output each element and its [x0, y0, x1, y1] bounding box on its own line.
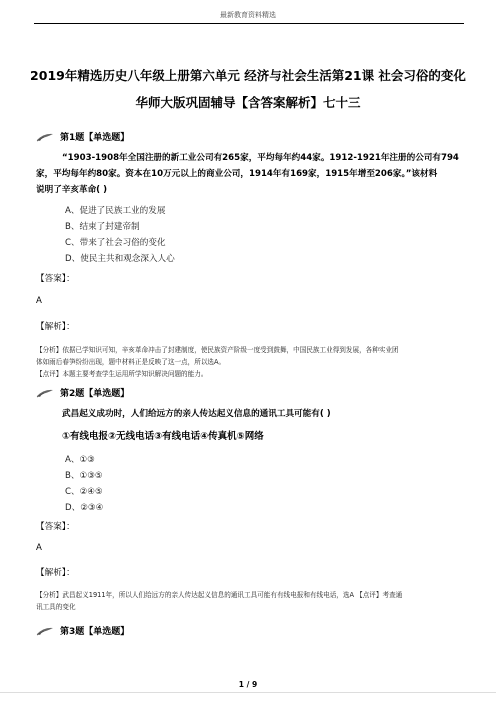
question-2-items: ①有线电报②无线电话③有线电话④传真机⑤网络: [62, 431, 264, 442]
question-2-title: 第2题【单选题】: [60, 389, 130, 399]
question-2-option-d[interactable]: D、②③④: [65, 503, 104, 513]
doc-title-line1: 2019年精选历史八年级上册第六单元 经济与社会生活第21课 社会习俗的变化: [30, 68, 466, 83]
question-1-answer-label: 【答案】：: [36, 274, 75, 284]
doc-title-line2: 华师大版巩固辅导【含答案解析】七十三: [135, 95, 361, 110]
question-1-analysis-label: 【解析】：: [36, 322, 75, 332]
quill-icon: [36, 132, 54, 142]
question-2-analysis-line1: 【分析】武昌起义1911年，所以人们给远方的亲人传达起义信息的通讯工具可能有有线电报和有线电话，选A 【点评】考查通: [36, 591, 403, 599]
question-3-heading: [36, 624, 129, 637]
question-1-analysis-line3: 【点评】本题主要考查学生运用所学知识解决问题的能力。: [36, 370, 208, 378]
question-2-answer-label: 【答案】：: [36, 522, 75, 532]
question-1-option-d[interactable]: D、使民主共和观念深入人心: [65, 254, 175, 264]
question-1-stem-line2: 家，平均每年约80家。资本在10万元以上的商业公司，1914年有169家，1915年增至206家。”该材料: [36, 169, 438, 179]
question-1-answer: A: [36, 296, 42, 306]
question-2-answer: A: [36, 543, 42, 553]
question-1-analysis-line1: 【分析】依据已学知识可知，辛亥革命冲击了封建制度，使民族资产阶级一度受到鼓舞，中国民族工业得到发展，各种实业团: [36, 346, 399, 354]
quill-icon: [36, 388, 54, 398]
question-1-analysis-line2: 体如雨后春笋纷纷出现，题中材料正是反映了这一点，所以选A。: [36, 358, 226, 366]
question-3-title: 第3题【单选题】: [60, 627, 130, 637]
question-2-analysis-line2: 讯工具的变化: [36, 603, 76, 611]
question-2-stem: 武昌起义成功时，人们给远方的亲人传达起义信息的通讯工具可能有( ): [62, 409, 331, 419]
footer-divider: [0, 692, 496, 693]
question-2-option-a[interactable]: A、①③: [65, 455, 95, 465]
page-number: 1 / 9: [238, 680, 258, 689]
question-1-option-c[interactable]: C、带来了社会习俗的变化: [65, 238, 166, 248]
question-1-option-a[interactable]: A、促进了民族工业的发展: [65, 206, 166, 216]
question-1-title: 第1题【单选题】: [60, 133, 130, 143]
question-2-option-c[interactable]: C、②④⑤: [65, 487, 103, 497]
question-2-heading: [36, 386, 129, 399]
header-divider: [34, 23, 464, 24]
question-1-stem-line3: 说明了辛亥革命( ): [36, 185, 108, 195]
question-1-stem-line1: “1903-1908年全国注册的新工业公司有265家，平均每年约44家。1912-1921年注册的公司有794: [62, 153, 459, 163]
question-1-heading: [36, 130, 129, 143]
question-2-analysis-label: 【解析】：: [36, 568, 75, 578]
question-2-option-b[interactable]: B、①③⑤: [65, 471, 103, 481]
question-1-option-b[interactable]: B、结束了封建帝制: [65, 222, 140, 232]
page-header: 最新教育资料精选: [220, 11, 276, 19]
quill-icon: [36, 626, 54, 636]
